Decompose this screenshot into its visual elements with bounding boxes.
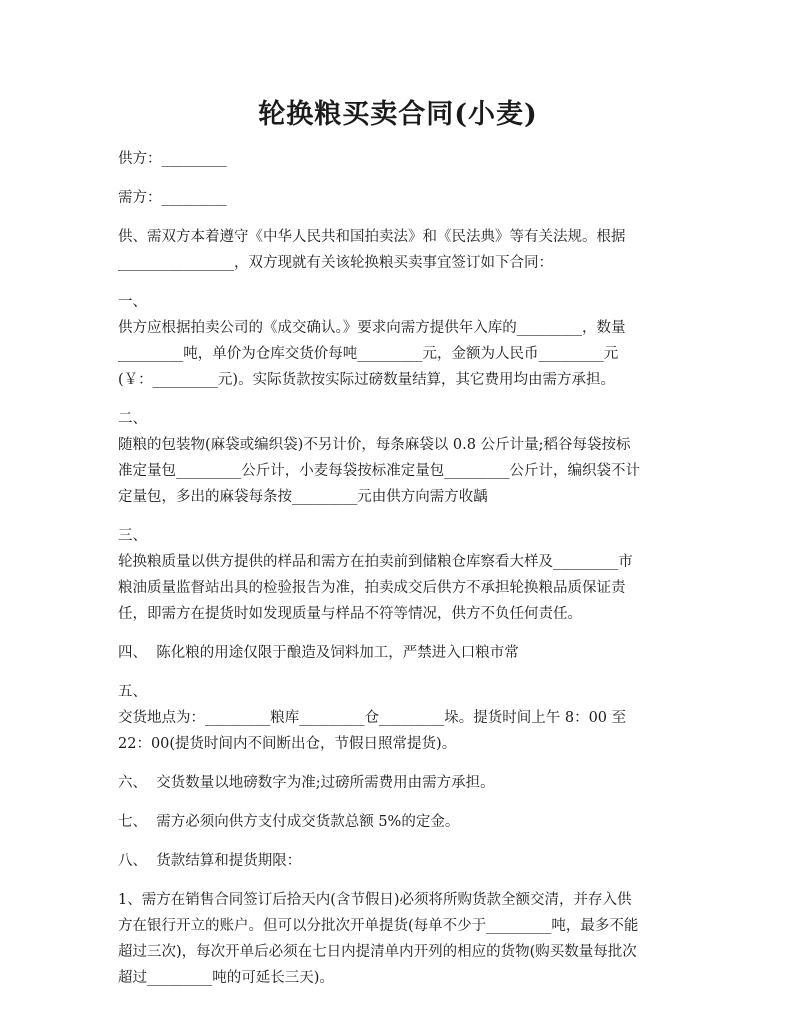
clause-line: 轮换粮质量以供方提供的样品和需方在拍卖前到储粮仓库察看大样及_________市	[118, 554, 633, 570]
clause-line: 1、需方在销售合同签订后拾天内(含节假日)必须将所购货款全额交清，并存入供	[118, 892, 632, 908]
clause-7: 七、 需方必须向供方支付成交货款总额 5%的定金。	[118, 814, 460, 830]
clause-3	[118, 523, 688, 627]
clause-line: 交货地点为：_________粮库_________仓_________垛。提货时间上午 8：00 至	[118, 710, 627, 726]
clause-2	[118, 406, 688, 510]
preamble-line: 供、需双方本着遵守《中华人民共和国拍卖法》和《民法典》等有关法规。根据	[118, 229, 626, 245]
clause-8: 八、 货款结算和提货期限：	[118, 853, 302, 869]
clause-line: (￥：_________元)。实际货款按实际过磅数量结算，其它费用均由需方承担。	[118, 372, 616, 388]
clause-line: 随粮的包装物(麻袋或编织袋)不另计价，每条麻袋以 0.8 公斤计量;稻谷每袋按标	[118, 437, 631, 453]
document-title: 轮换粮买卖合同(小麦)	[258, 99, 538, 130]
buyer-line: 需方：_________	[118, 190, 227, 206]
contract-body	[118, 146, 688, 991]
clause-4: 四、 陈化粮的用途仅限于酿造及饲料加工，严禁进入口粮市常	[118, 645, 519, 661]
clause-line: 任，即需方在提货时如发现质量与样品不符等情况，供方不负任何责任。	[118, 606, 582, 622]
clause-line: 22：00(提货时间内不间断出仓，节假日照常提货)。	[118, 736, 457, 752]
clause-line: 超过三次)，每次开单后必须在七日内提清单内开列的相应的货物(购买数量每批次	[118, 944, 637, 960]
clause-line: 方在银行开立的账户。但可以分批次开单提货(每单不少于_________吨，最多不能	[118, 918, 639, 934]
clause-heading: 五、	[118, 684, 147, 700]
clause-line: 准定量包_________公斤计，小麦每袋按标准定量包_________公斤计，编织袋不计	[118, 463, 640, 479]
clause-8-item-1	[118, 887, 688, 991]
clause-1	[118, 289, 688, 393]
clause-line: 供方应根据拍卖公司的《成交确认。》要求向需方提供年入库的_________，数量	[118, 320, 626, 336]
clause-6: 六、 交货数量以地磅数字为准;过磅所需费用由需方承担。	[118, 775, 495, 791]
supplier-line: 供方：_________	[118, 151, 227, 167]
clause-line: 定量包，多出的麻袋每条按_________元由供方向需方收龋	[118, 489, 488, 505]
clause-line: 超过_________吨的可延长三天)。	[118, 970, 334, 986]
clause-heading: 三、	[118, 528, 147, 544]
preamble	[118, 224, 688, 276]
clause-line: _________吨，单价为仓库交货价每吨_________元，金额为人民币_________元	[118, 346, 619, 362]
preamble-line: ________________，双方现就有关该轮换粮买卖事宜签订如下合同：	[118, 255, 553, 271]
clause-line: 粮油质量监督站出具的检验报告为准，拍卖成交后供方不承担轮换粮品质保证责	[118, 580, 626, 596]
clause-heading: 一、	[118, 294, 147, 310]
clause-heading: 二、	[118, 411, 147, 427]
clause-5	[118, 679, 688, 757]
